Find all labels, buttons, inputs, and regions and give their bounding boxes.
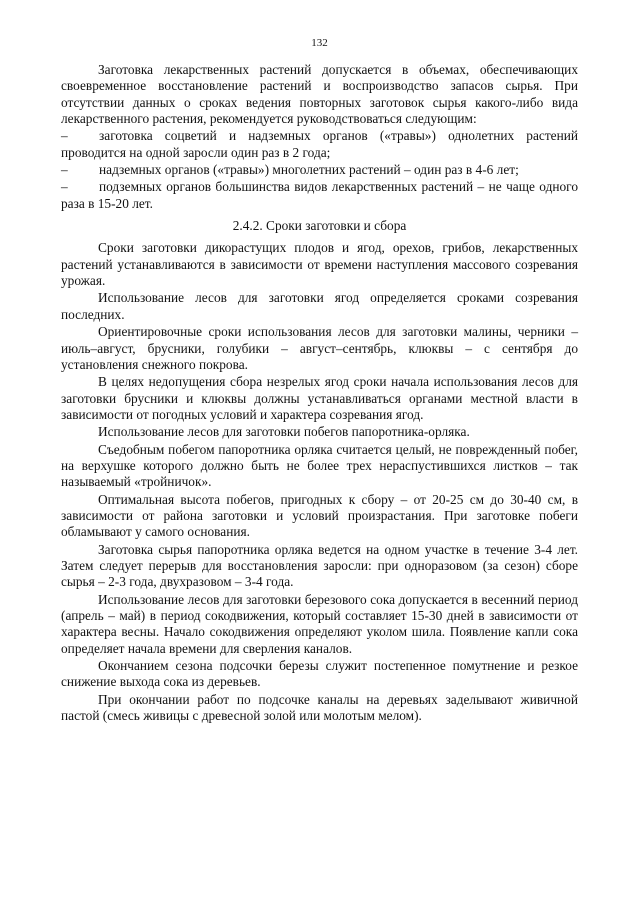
list-dash: – [61, 179, 68, 195]
body-paragraph: Окончанием сезона подсочки березы служит постепенное помутнение и резкое снижение выхода сока из деревьев. [61, 658, 578, 690]
page-number: 132 [311, 37, 328, 49]
harvest-frequency-list [61, 128, 578, 212]
section-heading: 2.4.2. Сроки заготовки и сбора [232, 218, 407, 234]
body-paragraph: Заготовка сырья папоротника орляка ведется на одном участке в течение 3-4 лет. Затем следует перерыв для восстановления заросли: при одноразовом (за сезон) сборе сырья – 2-3 года, двухразовом – 3-4 года. [61, 541, 578, 590]
list-item-text: заготовка соцветий и надземных органов («травы») однолетних растений проводится на одной заросли один раз в 2 года; [61, 128, 578, 160]
list-item-text: подземных органов большинства видов лекарственных растений – не чаще одного раза в 15-20 лет. [61, 179, 578, 211]
body-paragraph: Оптимальная высота побегов, пригодных к сбору – от 20-25 см до 30-40 см, в зависимости от района заготовки и условий произрастания. При заготовке побеги обламывают у самого основания. [61, 491, 578, 540]
body-paragraph: В целях недопущения сбора незрелых ягод сроки начала использования лесов для заготовки брусники и клюквы должны устанавливаться органами местной власти в зависимости от погодных условий и характера созревания ягод. [61, 374, 578, 422]
document-page [61, 36, 578, 725]
body-paragraph: При окончании работ по подсочке каналы на деревьях заделывают живичной пастой (смесь живицы с древесной золой или молотым мелом). [61, 691, 578, 724]
list-item [61, 179, 578, 212]
body-paragraph: Использование лесов для заготовки побегов папоротника-орляка. [98, 424, 470, 440]
body-paragraph: Сроки заготовки дикорастущих плодов и ягод, орехов, грибов, лекарственных растений устанавливаются в зависимости от времени наступления массового созревания урожая. [61, 240, 578, 289]
body-paragraph: Использование лесов для заготовки березового сока допускается в весенний период (апрель – май) в период сокодвижения, который составляет 15-30 дней в зависимости от характера весны. Начало сокодвижения определяют уколом шила. Появление капли сока определяет начала времени для сверления каналов. [61, 591, 578, 656]
list-dash: – [61, 162, 68, 178]
body-paragraph: Использование лесов для заготовки ягод определяется сроками созревания последних. [61, 290, 578, 322]
intro-paragraph: Заготовка лекарственных растений допускается в объемах, обеспечивающих своевременное восстановление растений и воспроизводство запасов сырья. При отсутствии данных о сроках ведения повторных заготовок сырья какого-либо вида лекарственного растения, рекомендуется руководствоваться следующим: [61, 62, 578, 127]
list-dash: – [61, 128, 68, 144]
body-paragraph: Ориентировочные сроки использования лесов для заготовки малины, черники – июль–август, брусники, голубики – август–сентябрь, клюквы – с сентября до установления снежного покрова. [61, 324, 578, 372]
list-item [61, 128, 578, 161]
body-paragraph: Съедобным побегом папоротника орляка считается целый, не поврежденный побег, на верхушке которого должно быть не более трех нераспустившихся листков – так называемый «тройничок». [61, 441, 578, 490]
list-item [61, 162, 578, 178]
list-item-text: надземных органов («травы») многолетних растений – один раз в 4-6 лет; [99, 162, 519, 178]
